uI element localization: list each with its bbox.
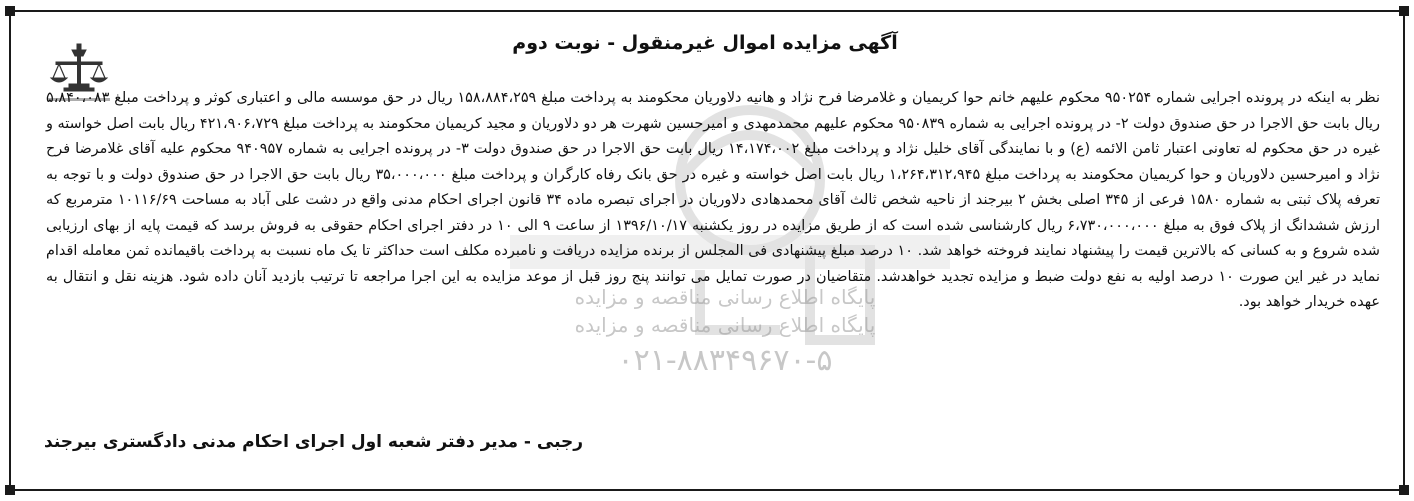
corner-ornament bbox=[5, 6, 15, 16]
corner-ornament bbox=[5, 485, 15, 495]
watermark-phone: ۰۲۱-۸۸۳۴۹۶۷۰-۵ bbox=[617, 343, 833, 378]
corner-ornament bbox=[1399, 6, 1409, 16]
notice-body: نظر به اینکه در پرونده اجرایی شماره ۹۵۰۲۵۴ محکوم علیهم خانم حوا کریمیان و غلامرضا فرح نژاد و هانیه دلاوریان محکومند به پرداخت مبلغ ۱۵۸،۸۸۴،۲۵۹ ریال در حق موسسه مالی و اعتباری کوثر و پرداخت مبلغ ۵،۸۴۰،۰۸۳ ریال بابت حق الاجرا در حق صندوق دولت ۲- در پرونده اجرایی به شماره ۹۵۰۸۳۹ محکوم علیهم محمدمهدی و امیرحسین شهرت هر دو دلاوریان و مجید کریمیان محکومند به پرداخت مبلغ ۴۲۱،۹۰۶،۷۲۹ ریال بابت اصل خواسته و غیره در حق محکوم له تعاونی اعتبار ثامن الائمه (ع) و با نمایندگی آقای خلیل نژاد و پرداخت مبلغ ۱۴،۱۷۴،۰۰۲ ریال بابت حق الاجرا در حق صندوق دولت ۳- در پرونده اجرایی به شماره ۹۴۰۹۵۷ محکوم علیه آقای غلامرضا فرح نژاد و امیرحسین دلاوریان و حوا کریمیان محکومند به پرداخت مبلغ ۱،۲۶۴،۳۱۲،۹۴۵ ریال بابت اصل خواسته و غیره در حق بانک رفاه کارگران و پرداخت مبلغ ۳۵،۰۰۰،۰۰۰ ریال بابت حق الاجرا در حق صندوق دولت و با توجه به تعرفه پلاک ثبتی به شماره ۱۵۸۰ فرعی از ۳۴۵ اصلی بخش ۲ بیرجند از ناحیه شخص ثالث آقای محمدهادی دلاوریان در اجرای تبصره ماده ۳۴ قانون اجرای احکام مدنی واقع در دشت علی آباد به مساحت ۱۰۱۱۶/۶۹ مترمربع که ارزش ششدانگ از پلاک فوق به مبلغ ۶،۷۳۰،۰۰۰،۰۰۰ ریال کارشناسی شده است که از طریق مزایده در روز یکشنبه ۱۳۹۶/۱۰/۱۷ از ساعت ۹ الی ۱۰ در دفتر اجرای احکام حقوقی به فروش برسد که قیمت پایه از بهای ارزیابی شده شروع و به کسانی که بالاترین قیمت را پیشنهاد نمایند فروخته خواهد شد. ۱۰ درصد مبلغ پیشنهادی فی المجلس از برنده مزایده دریافت و نامبرده مکلف است حداکثر تا یک ماه نسبت به پرداخت باقیمانده ثمن معامله اقدام نماید در غیر این صورت ۱۰ درصد اولیه به نفع دولت ضبط و مزایده تجدید خواهدشد. متقاضیان در صورت تمایل می توانند پنج روز قبل از موعد مزایده به این اجرا مراجعه تا ترتیب بازدید آنان داده شود. هزینه نقل و انتقال به عهده خریدار خواهد بود. bbox=[46, 90, 1381, 310]
watermark-line-1: پایگاه اطلاع رسانی مناقصه و مزایده bbox=[574, 285, 876, 309]
corner-ornament bbox=[1399, 485, 1409, 495]
watermark-line-2: پایگاه اطلاع رسانی مناقصه و مزایده bbox=[574, 313, 876, 337]
notice-title: آگهی مزایده اموال غیرمنقول - نوبت دوم bbox=[512, 32, 898, 54]
notice-signature: رجبی - مدیر دفتر شعبه اول اجرای احکام مدنی دادگستری بیرجند bbox=[44, 432, 584, 452]
